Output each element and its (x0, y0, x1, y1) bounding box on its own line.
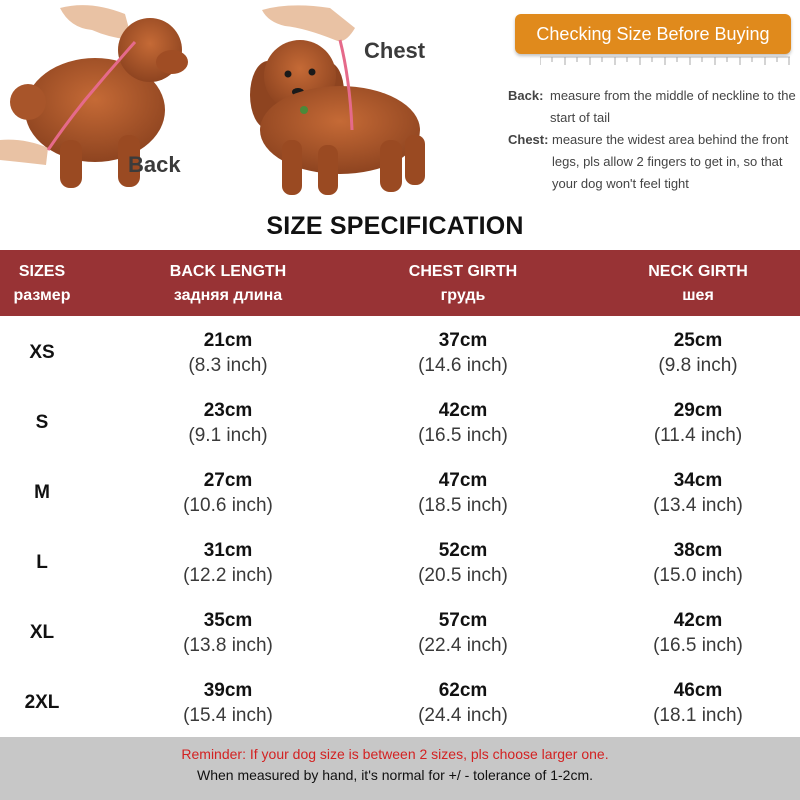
header-sizes-ru: размер (13, 287, 71, 304)
inch-value: (9.8 inch) (658, 355, 738, 376)
table-header (0, 250, 800, 316)
back-length-cell (128, 469, 328, 519)
cm-value: 47cm (438, 470, 488, 491)
size-label: L (36, 552, 48, 573)
inch-value: (20.5 inch) (418, 565, 508, 586)
back-key: Back: (508, 88, 544, 103)
measuring-guide (0, 0, 800, 210)
header-back-ru: задняя длина (173, 287, 283, 304)
cm-value: 23cm (203, 400, 253, 421)
header-chest-ru: грудь (440, 287, 486, 304)
inch-value: (18.5 inch) (418, 495, 508, 516)
header-chest-en: CHEST GIRTH (408, 263, 518, 280)
size-label: S (35, 412, 49, 433)
chest-girth-cell (363, 329, 563, 379)
size-label: M (34, 482, 50, 503)
cm-value: 42cm (438, 400, 488, 421)
cm-value: 62cm (438, 680, 488, 701)
chest-girth-cell (363, 469, 563, 519)
neck-girth-cell (598, 399, 798, 449)
dog-chest-measure-photo (250, 5, 425, 195)
back-length-cell (128, 539, 328, 589)
neck-girth-cell (598, 469, 798, 519)
checking-size-badge: Checking Size Before Buying (515, 14, 791, 54)
back-length-cell (128, 679, 328, 729)
chest-key: Chest: (508, 132, 549, 147)
inch-value: (9.1 inch) (188, 425, 268, 446)
back-length-cell (128, 609, 328, 659)
cm-value: 39cm (203, 680, 253, 701)
neck-girth-cell (598, 539, 798, 589)
header-back-en: BACK LENGTH (169, 263, 287, 280)
size-label: 2XL (24, 692, 60, 713)
inch-value: (15.4 inch) (183, 705, 273, 726)
size-label: XL (29, 622, 55, 643)
chest-text: measure the widest area behind the front legs, pls allow 2 fingers to get in, so that your dog won't feel tight (552, 132, 789, 191)
chest-instruction (508, 129, 798, 195)
ruler-icon (540, 56, 790, 68)
cm-value: 21cm (203, 330, 253, 351)
back-label: Back (128, 152, 181, 177)
back-text: measure from the middle of neckline to the start of tail (550, 88, 796, 125)
header-sizes (0, 260, 84, 308)
back-length-cell (128, 329, 328, 379)
size-label: XS (29, 342, 55, 363)
neck-girth-cell (598, 609, 798, 659)
chest-label: Chest (364, 38, 426, 63)
back-length-cell (128, 399, 328, 449)
inch-value: (22.4 inch) (418, 635, 508, 656)
cm-value: 37cm (438, 330, 488, 351)
chest-girth-cell (363, 679, 563, 729)
dog-measure-photos (0, 0, 500, 210)
reminder-text: Reminder: If your dog size is between 2 sizes, pls choose larger one. (181, 746, 609, 762)
cm-value: 42cm (673, 610, 723, 631)
inch-value: (18.1 inch) (653, 705, 743, 726)
inch-value: (13.4 inch) (653, 495, 743, 516)
cm-value: 31cm (203, 540, 253, 561)
header-back-length (128, 260, 328, 308)
header-neck-en: NECK GIRTH (648, 263, 748, 280)
neck-girth-cell (598, 329, 798, 379)
chest-girth-cell (363, 609, 563, 659)
tolerance-text: When measured by hand, it's normal for +/ - tolerance of 1-2cm. (196, 767, 594, 783)
inch-value: (11.4 inch) (653, 425, 743, 446)
table-row (0, 320, 800, 390)
header-neck-girth (598, 260, 798, 308)
cm-value: 35cm (203, 610, 253, 631)
measure-instructions (508, 85, 798, 195)
table-row (0, 600, 800, 670)
table-row (0, 460, 800, 530)
inch-value: (14.6 inch) (418, 355, 508, 376)
table-row (0, 530, 800, 600)
cm-value: 57cm (438, 610, 488, 631)
inch-value: (15.0 inch) (653, 565, 743, 586)
cm-value: 27cm (203, 470, 253, 491)
cm-value: 38cm (673, 540, 723, 561)
footer-note (0, 737, 800, 800)
neck-girth-cell (598, 679, 798, 729)
header-sizes-en: SIZES (18, 263, 66, 280)
inch-value: (16.5 inch) (653, 635, 743, 656)
inch-value: (10.6 inch) (183, 495, 273, 516)
cm-value: 34cm (673, 470, 723, 491)
inch-value: (8.3 inch) (188, 355, 268, 376)
table-row (0, 390, 800, 460)
inch-value: (16.5 inch) (418, 425, 508, 446)
cm-value: 52cm (438, 540, 488, 561)
page-title: SIZE SPECIFICATION (266, 212, 524, 240)
cm-value: 25cm (673, 330, 723, 351)
inch-value: (13.8 inch) (183, 635, 273, 656)
header-chest-girth (363, 260, 563, 308)
inch-value: (12.2 inch) (183, 565, 273, 586)
inch-value: (24.4 inch) (418, 705, 508, 726)
back-instruction (508, 85, 798, 129)
chest-girth-cell (363, 539, 563, 589)
table-row (0, 670, 800, 740)
chest-girth-cell (363, 399, 563, 449)
cm-value: 29cm (673, 400, 723, 421)
header-neck-ru: шея (682, 287, 714, 304)
cm-value: 46cm (673, 680, 723, 701)
